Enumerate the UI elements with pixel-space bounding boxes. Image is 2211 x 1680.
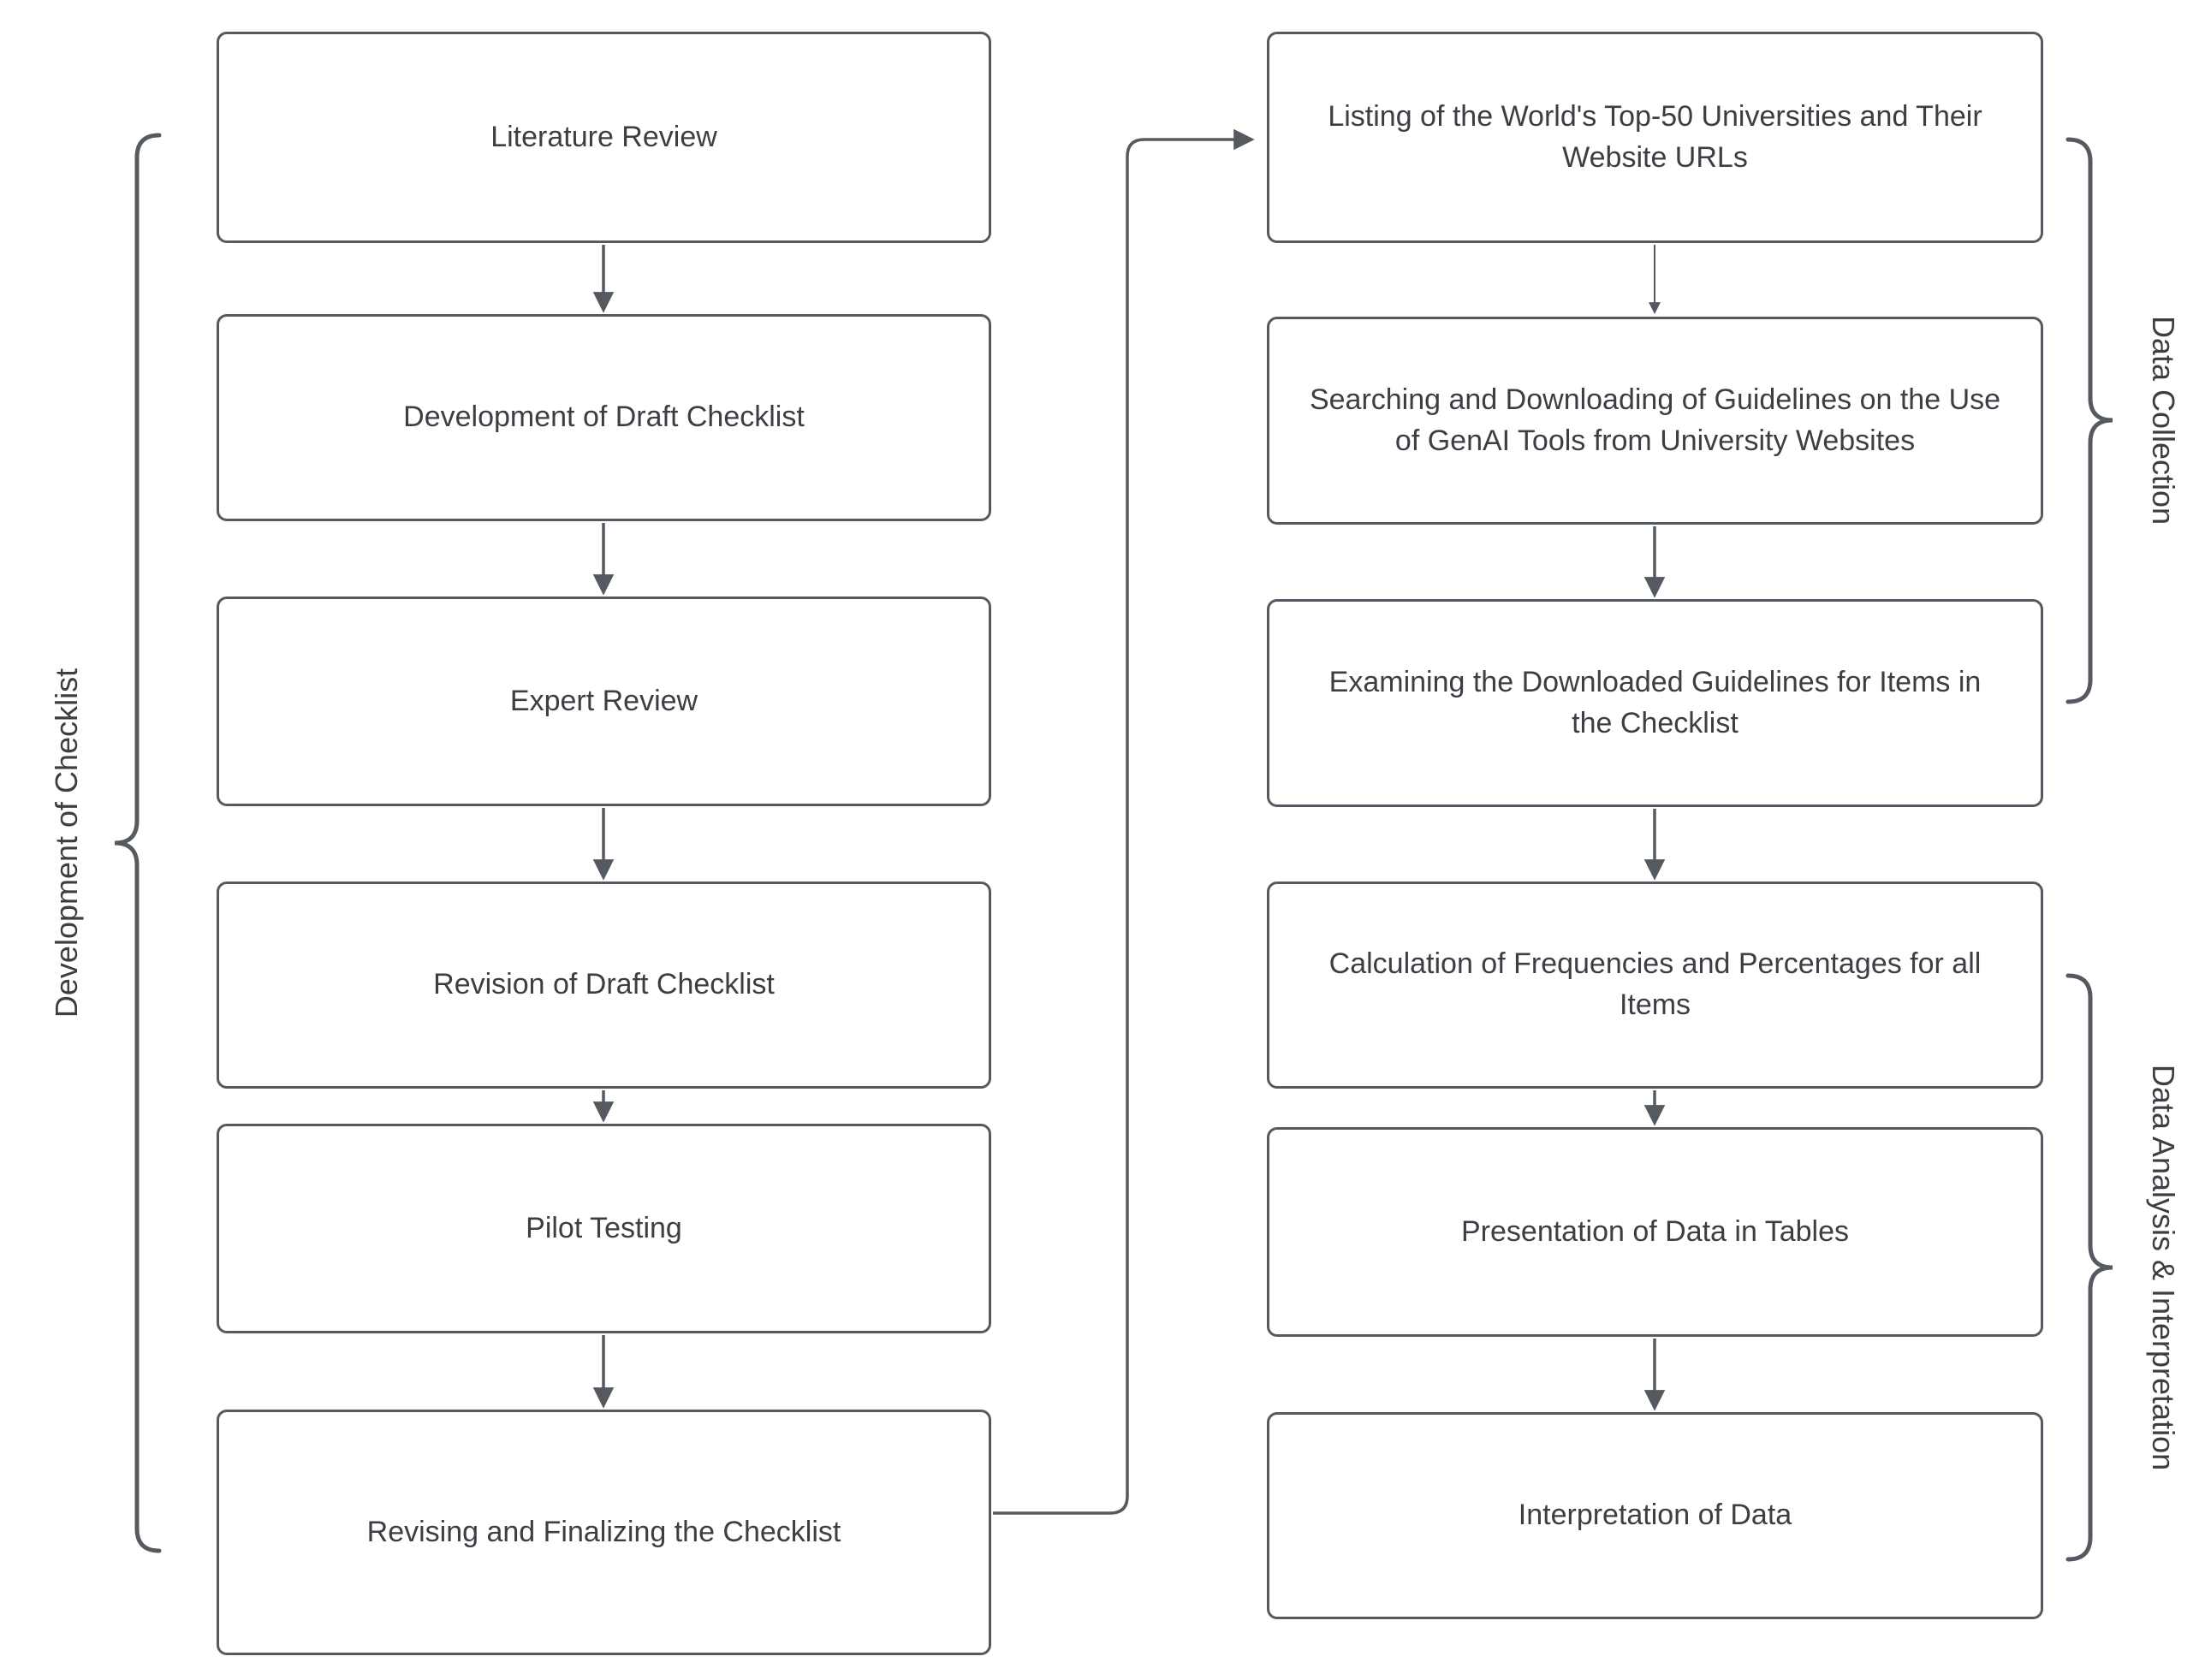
data-analysis-interpretation-label: Data Analysis & Interpretation: [2146, 1064, 2181, 1471]
flow-box-label: Examining the Downloaded Guidelines for Items in the Checklist: [1328, 665, 1982, 739]
flow-box-label: Expert Review: [509, 684, 698, 717]
flow-box-label: Searching and Downloading of Guidelines on the Use of GenAI Tools from University Websites: [1309, 383, 2001, 457]
flow-box-interpretation-of-data: [1267, 1412, 2043, 1619]
flow-box-label: Development of Draft Checklist: [403, 401, 805, 434]
flow-box-listing-top50-universities: [1267, 32, 2043, 243]
flow-box-label: Pilot Testing: [526, 1211, 682, 1244]
flow-box-revising-and-finalizing-the-checklist: [217, 1410, 991, 1655]
flow-box-label: Revision of Draft Checklist: [433, 968, 775, 1001]
flow-box-label: Presentation of Data in Tables: [1461, 1214, 1849, 1248]
flow-box-label: Revising and Finalizing the Checklist: [366, 1515, 841, 1548]
flow-box-revision-of-draft-checklist: [217, 882, 991, 1089]
cross-column-connector-arrow: [993, 140, 1251, 1513]
flow-box-examining-downloaded-guidelines: [1267, 599, 2043, 807]
flow-box-label: Interpretation of Data: [1518, 1499, 1792, 1532]
flow-box-label: Listing of the World's Top-50 Universities and Their Website URLs: [1328, 99, 1982, 174]
data-collection-label: Data Collection: [2146, 315, 2181, 525]
flow-box-label: Calculation of Frequencies and Percentages for all Items: [1328, 947, 1982, 1021]
flow-box-searching-downloading-guidelines: [1267, 317, 2043, 525]
flow-box-calculation-frequencies-percentages: [1267, 882, 2043, 1089]
flow-box-development-of-draft-checklist: [217, 314, 991, 521]
flow-box-pilot-testing: [217, 1124, 991, 1333]
flow-box-label: Literature Review: [490, 120, 717, 153]
flow-box-literature-review: [217, 32, 991, 243]
flow-box-expert-review: [217, 597, 991, 806]
development-of-checklist-brace: [115, 135, 159, 1551]
data-analysis-interpretation-brace: [2068, 976, 2113, 1559]
flow-box-presentation-of-data-in-tables: [1267, 1127, 2043, 1337]
development-of-checklist-label: Development of Checklist: [49, 668, 84, 1018]
data-collection-brace: [2068, 140, 2113, 702]
